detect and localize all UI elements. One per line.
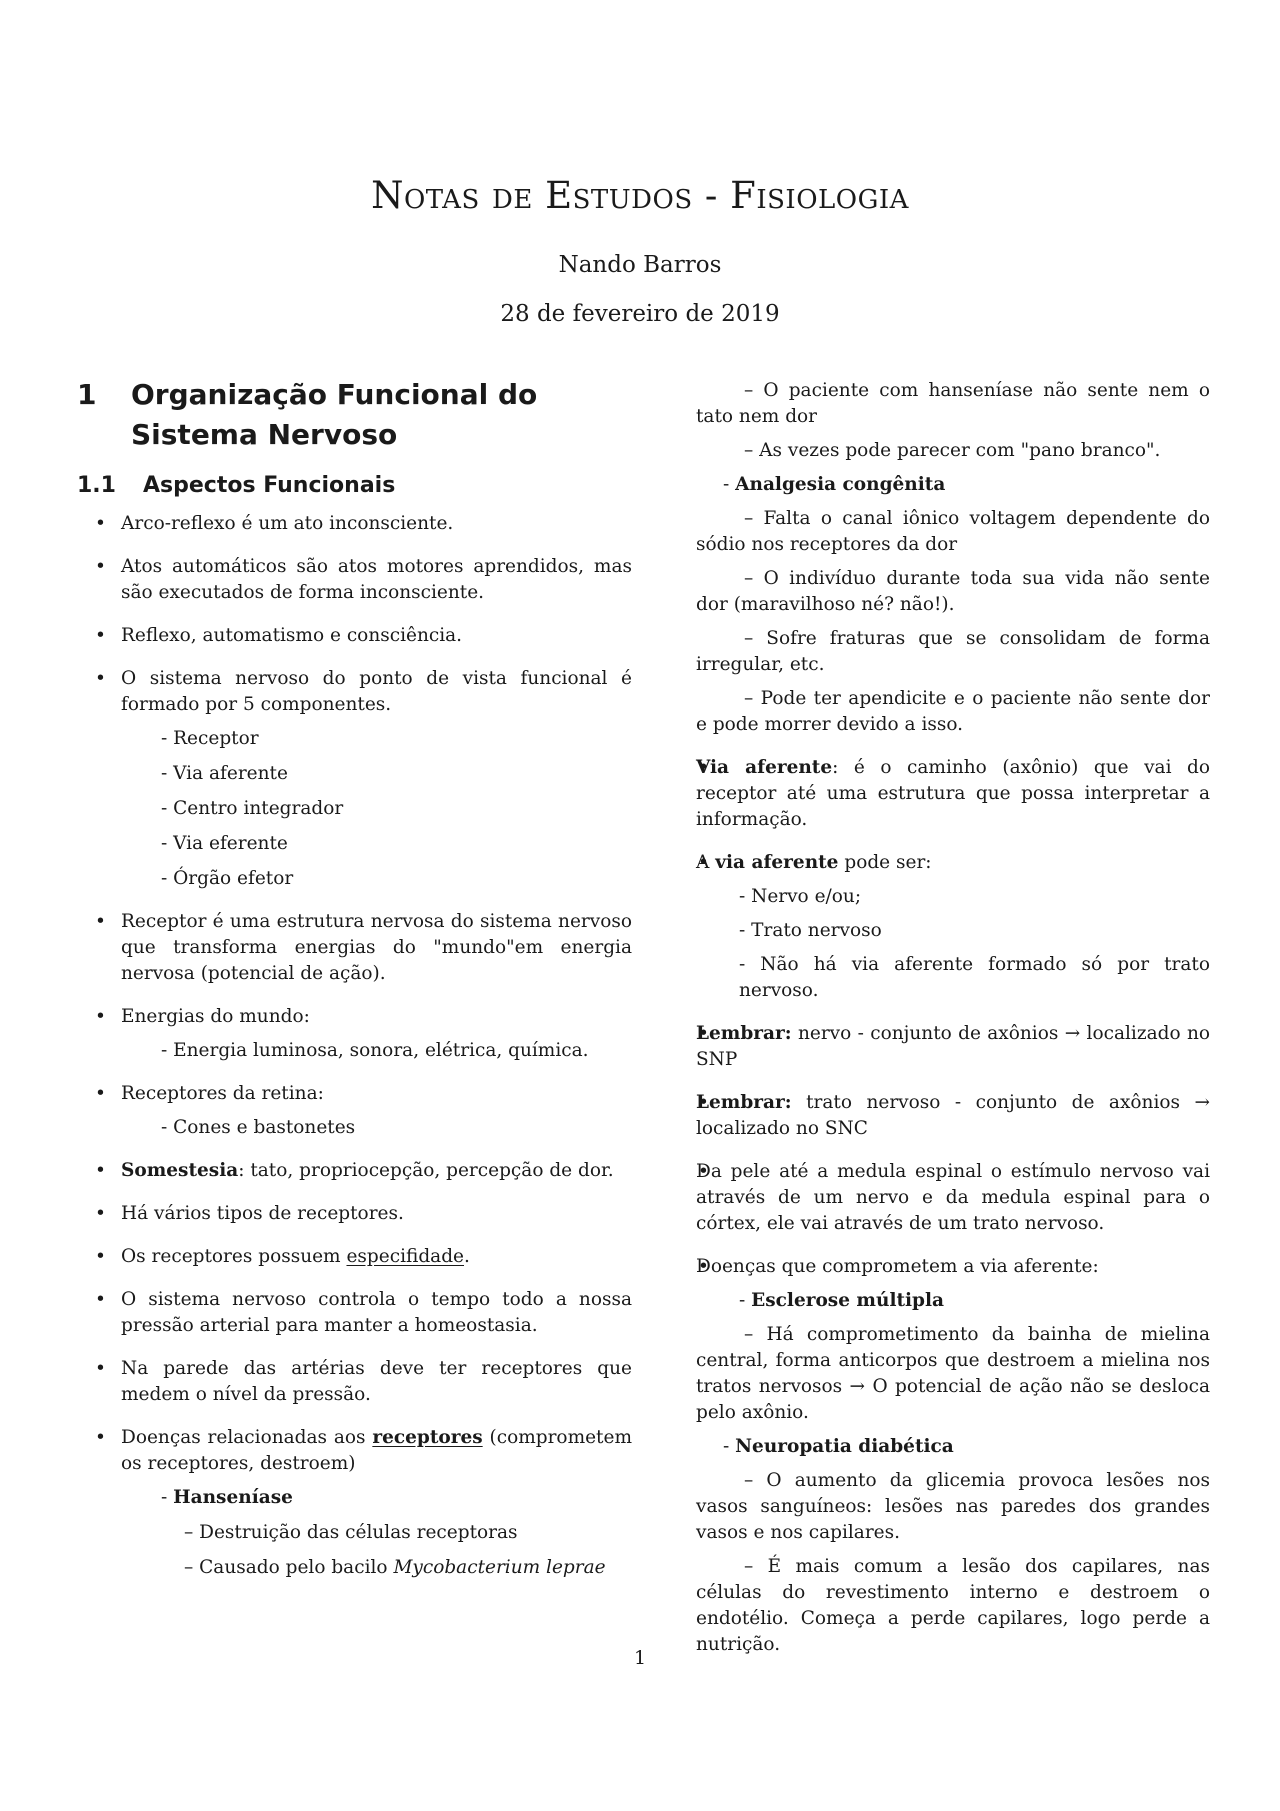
list-item [77, 1158, 632, 1184]
item-text: . [464, 1246, 470, 1267]
list-item [77, 1356, 632, 1408]
subsection-number: 1.1 [77, 473, 116, 498]
underlined-term: receptores [372, 1427, 483, 1448]
bold-term: Somestesia [121, 1160, 239, 1181]
list-item [680, 1254, 1210, 1314]
list-item [680, 1159, 1210, 1237]
sub-heading: - Hanseníase [161, 1487, 293, 1508]
item-text: Doenças relacionadas aos [121, 1427, 373, 1448]
item-text: Da pele até a medula espinal o estímulo nervoso vai através de um nervo e da medula espinal para o córtex, ele vai através de um trato nervoso. [696, 1161, 1210, 1234]
page-number: 1 [633, 1647, 647, 1669]
sub-heading: - Esclerose múltipla [739, 1290, 945, 1311]
document-title: Notas de Estudos - Fisiologia [371, 174, 909, 217]
sub-item: - Via aferente [161, 763, 288, 784]
item-text: pode ser: [838, 852, 932, 873]
sub-item: - Trato nervoso [739, 920, 882, 941]
bold-term: Esclerose múltipla [751, 1290, 945, 1311]
list-item [680, 1090, 1210, 1142]
sub-item: - Energia luminosa, sonora, elétrica, química. [161, 1040, 589, 1061]
list-item [77, 1244, 632, 1270]
paragraph: – Há comprometimento da bainha de mielina central, forma anticorpos que destroem a mielina nos tratos nervosos → O potencial de ação não se desloca pelo axônio. [696, 1324, 1210, 1423]
left-column [77, 375, 632, 1598]
list-item [77, 623, 632, 649]
paragraph: – As vezes pode parecer com "pano branco". [744, 440, 1161, 461]
sub-heading: - Analgesia congênita [723, 474, 946, 495]
item-text: (comprometem os receptores, destroem) [121, 1427, 632, 1474]
list-item [77, 1201, 632, 1227]
subsection-heading [77, 471, 632, 501]
bold-term: Lembrar: [696, 1023, 792, 1044]
paragraph: – O aumento da glicemia provoca lesões nos vasos sanguíneos: lesões nas paredes dos grandes vasos e nos capilares. [696, 1470, 1210, 1543]
bold-term: Lembrar: [696, 1092, 792, 1113]
list-item [680, 1021, 1210, 1073]
sub-item: - Via eferente [161, 833, 288, 854]
underlined-term: especifidade [346, 1246, 464, 1267]
item-text: Na parede das artérias deve ter receptores que medem o nível da pressão. [121, 1358, 632, 1405]
sub-item: - Centro integrador [161, 798, 344, 819]
list-item [77, 909, 632, 987]
sub-heading: - Neuropatia diabética [723, 1436, 954, 1457]
item-text: trato nervoso - conjunto de axônios → localizado no SNC [696, 1092, 1210, 1139]
item-text: Receptor é uma estrutura nervosa do sistema nervoso que transforma energias do "mundo"em energia nervosa (potencial de ação). [121, 911, 632, 984]
item-text: Doenças que comprometem a via aferente: [696, 1256, 1099, 1277]
sub-item: – Causado pelo bacilo Mycobacterium leprae [184, 1557, 606, 1578]
italic-term: Mycobacterium leprae [393, 1557, 606, 1578]
right-column [680, 378, 1210, 1666]
bold-term: Analgesia congênita [735, 474, 946, 495]
paragraph: – É mais comum a lesão dos capilares, nas células do revestimento interno e destroem o endotélio. Começa a perde capilares, logo perde a nutrição. [696, 1556, 1210, 1655]
section-number: 1 [77, 378, 97, 411]
paragraph: – Sofre fraturas que se consolidam de forma irregular, etc. [696, 628, 1210, 675]
author-name: Nando Barros [558, 252, 722, 278]
bold-term: Hanseníase [173, 1487, 293, 1508]
list-item [77, 554, 632, 606]
section-heading [77, 375, 632, 455]
paragraph: – O indivíduo durante toda sua vida não sente dor (maravilhoso né? não!). [696, 568, 1210, 615]
sub-item: - Órgão efetor [161, 868, 294, 889]
list-item [77, 1004, 632, 1064]
item-text: nervo - conjunto de axônios → localizado no SNP [696, 1023, 1210, 1070]
list-item [77, 1425, 632, 1581]
sub-item: - Receptor [161, 728, 259, 749]
item-text: O sistema nervoso controla o tempo todo a nossa pressão arterial para manter a homeostasia. [121, 1289, 632, 1336]
item-text: Há vários tipos de receptores. [121, 1203, 404, 1224]
sub-item: - Não há via aferente formado só por trato nervoso. [739, 954, 1210, 1001]
item-text: Reflexo, automatismo e consciência. [121, 625, 463, 646]
list-item [680, 850, 1210, 1004]
item-text: A [696, 852, 716, 873]
bold-term: Via aferente [696, 757, 833, 778]
subsection-title: Aspectos Funcionais [143, 473, 396, 498]
item-text: Energias do mundo: [121, 1006, 310, 1027]
sub-item: – Destruição das células receptoras [184, 1522, 518, 1543]
item-text: Arco-reflexo é um ato inconsciente. [121, 513, 454, 534]
item-text: : tato, propriocepção, percepção de dor. [238, 1160, 614, 1181]
sub-item: - Nervo e/ou; [739, 886, 862, 907]
item-text: Receptores da retina: [121, 1083, 324, 1104]
item-text: : é o caminho (axônio) que vai do receptor até uma estrutura que possa interpretar a informação. [696, 757, 1210, 830]
paragraph: – Pode ter apendicite e o paciente não sente dor e pode morrer devido a isso. [696, 688, 1210, 735]
bold-term: Neuropatia diabética [735, 1436, 954, 1457]
list-item [77, 666, 632, 892]
list-item [77, 1081, 632, 1141]
item-text: Os receptores possuem [121, 1246, 347, 1267]
item-text: Atos automáticos são atos motores aprendidos, mas são executados de forma inconsciente. [121, 556, 632, 603]
sub-item: - Cones e bastonetes [161, 1117, 356, 1138]
list-item [680, 755, 1210, 833]
section-title: Organização Funcional do Sistema Nervoso [131, 378, 538, 451]
list-item [77, 511, 632, 537]
paragraph: – O paciente com hanseníase não sente nem o tato nem dor [696, 380, 1210, 427]
item-text: O sistema nervoso do ponto de vista funcional é formado por 5 componentes. [121, 668, 632, 715]
bold-term: via aferente [715, 852, 839, 873]
list-item [77, 1287, 632, 1339]
paragraph: – Falta o canal iônico voltagem dependente do sódio nos receptores da dor [696, 508, 1210, 555]
document-date: 28 de fevereiro de 2019 [500, 301, 780, 327]
